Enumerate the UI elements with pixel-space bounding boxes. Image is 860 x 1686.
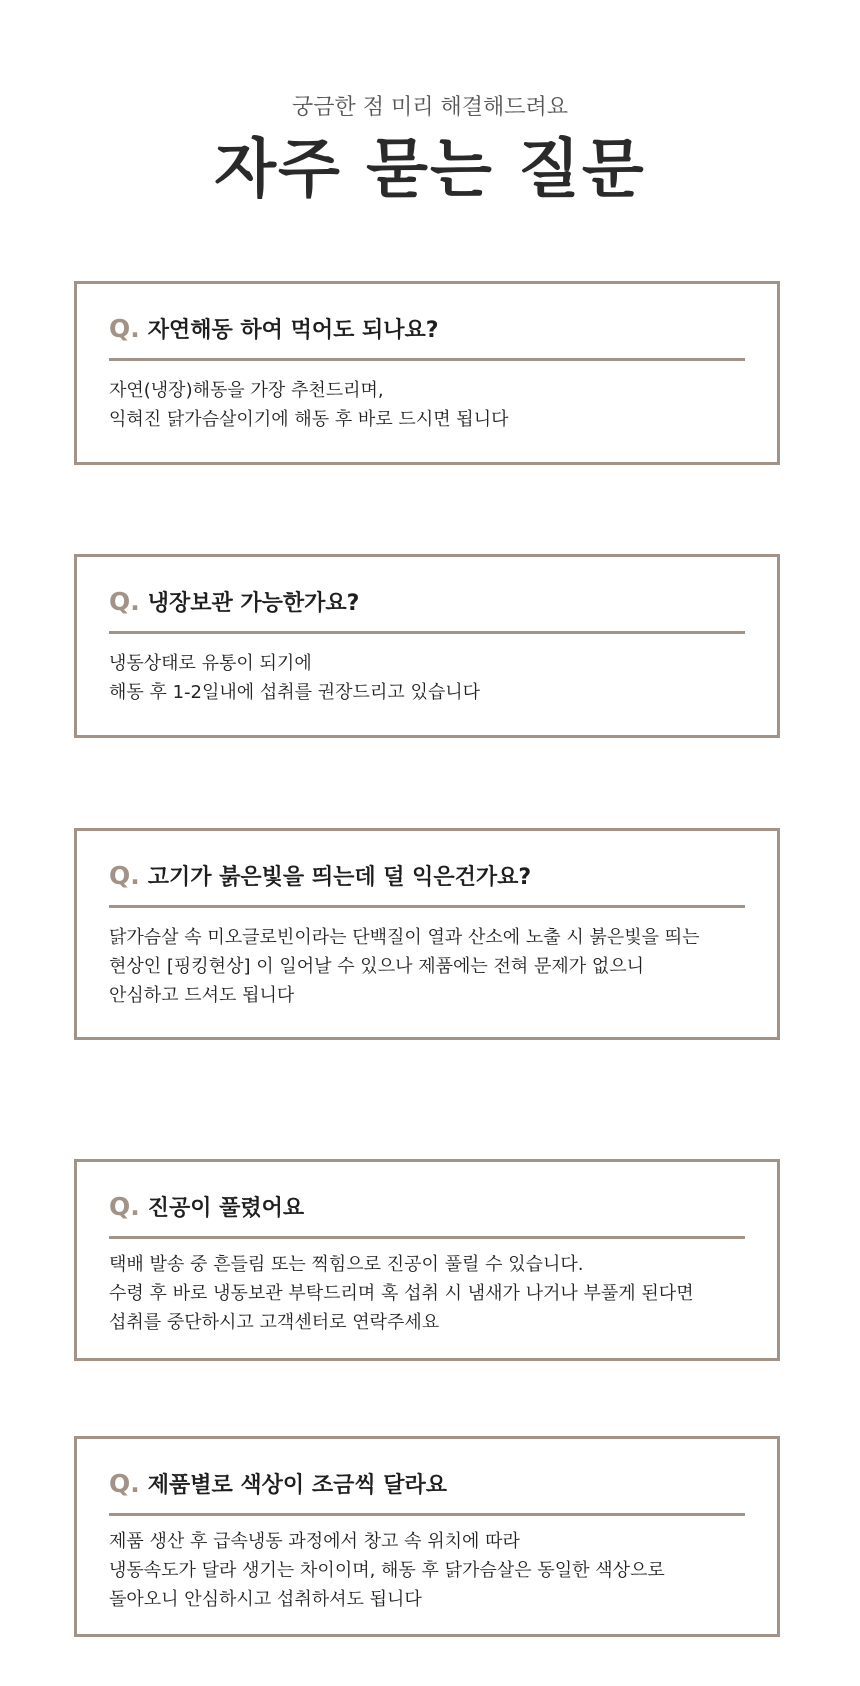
faq-question-row [109,1463,745,1503]
faq-answer [109,376,749,434]
faq-answer [109,1527,749,1614]
faq-question-row [109,1186,745,1226]
question-mark: Q. [109,313,140,343]
faq-divider [109,631,745,634]
faq-question: 냉장보관 가능한가요? [147,590,360,616]
answer-line: 돌아오니 안심하시고 섭취하셔도 됩니다 [109,1589,422,1610]
faq-answer [109,923,749,1010]
faq-divider [109,905,745,908]
faq-question: 제품별로 색상이 조금씩 달라요 [147,1472,448,1498]
answer-line: 수령 후 바로 냉동보관 부탁드리며 혹 섭취 시 냄새가 나거나 부풀게 된다면 [109,1283,694,1304]
faq-answer [109,1250,749,1337]
faq-question: 고기가 붉은빛을 띄는데 덜 익은건가요? [147,864,532,890]
faq-item-refrigerated-storage [74,554,780,738]
faq-item-color-difference [74,1436,780,1637]
question-mark: Q. [109,860,140,890]
faq-item-vacuum-released [74,1159,780,1361]
answer-line: 냉동속도가 달라 생기는 차이이며, 해동 후 닭가슴살은 동일한 색상으로 [109,1560,665,1581]
faq-question-row [109,855,745,895]
answer-line: 익혀진 닭가슴살이기에 해동 후 바로 드시면 됩니다 [109,409,509,430]
answer-line: 자연(냉장)해동을 가장 추천드리며, [109,380,384,401]
answer-line: 닭가슴살 속 미오글로빈이라는 단백질이 열과 산소에 노출 시 붉은빛을 띄는 [109,927,700,948]
answer-line: 택배 발송 중 흔들림 또는 찍힘으로 진공이 풀릴 수 있습니다. [109,1254,584,1275]
faq-question-row [109,308,745,348]
answer-line: 섭취를 중단하시고 고객센터로 연락주세요 [109,1312,440,1333]
answer-line: 제품 생산 후 급속냉동 과정에서 창고 속 위치에 따라 [109,1531,520,1552]
faq-item-pink-color [74,828,780,1040]
question-mark: Q. [109,586,140,616]
answer-line: 안심하고 드셔도 됩니다 [109,985,295,1006]
faq-question: 진공이 풀렸어요 [147,1195,305,1221]
answer-line: 냉동상태로 유통이 되기에 [109,653,312,674]
question-mark: Q. [109,1191,140,1221]
faq-divider [109,1513,745,1516]
faq-answer [109,649,749,707]
faq-question-row [109,581,745,621]
faq-item-natural-thawing [74,281,780,465]
answer-line: 해동 후 1-2일내에 섭취를 권장드리고 있습니다 [109,682,480,703]
faq-divider [109,358,745,361]
answer-line: 현상인 [핑킹현상] 이 일어날 수 있으나 제품에는 전혀 문제가 없으니 [109,956,645,977]
faq-divider [109,1236,745,1239]
question-mark: Q. [109,1468,140,1498]
page-subtitle: 궁금한 점 미리 해결해드려요 [291,95,568,120]
page-title: 자주 묻는 질문 [214,133,646,207]
faq-question: 자연해동 하여 먹어도 되나요? [147,317,439,343]
